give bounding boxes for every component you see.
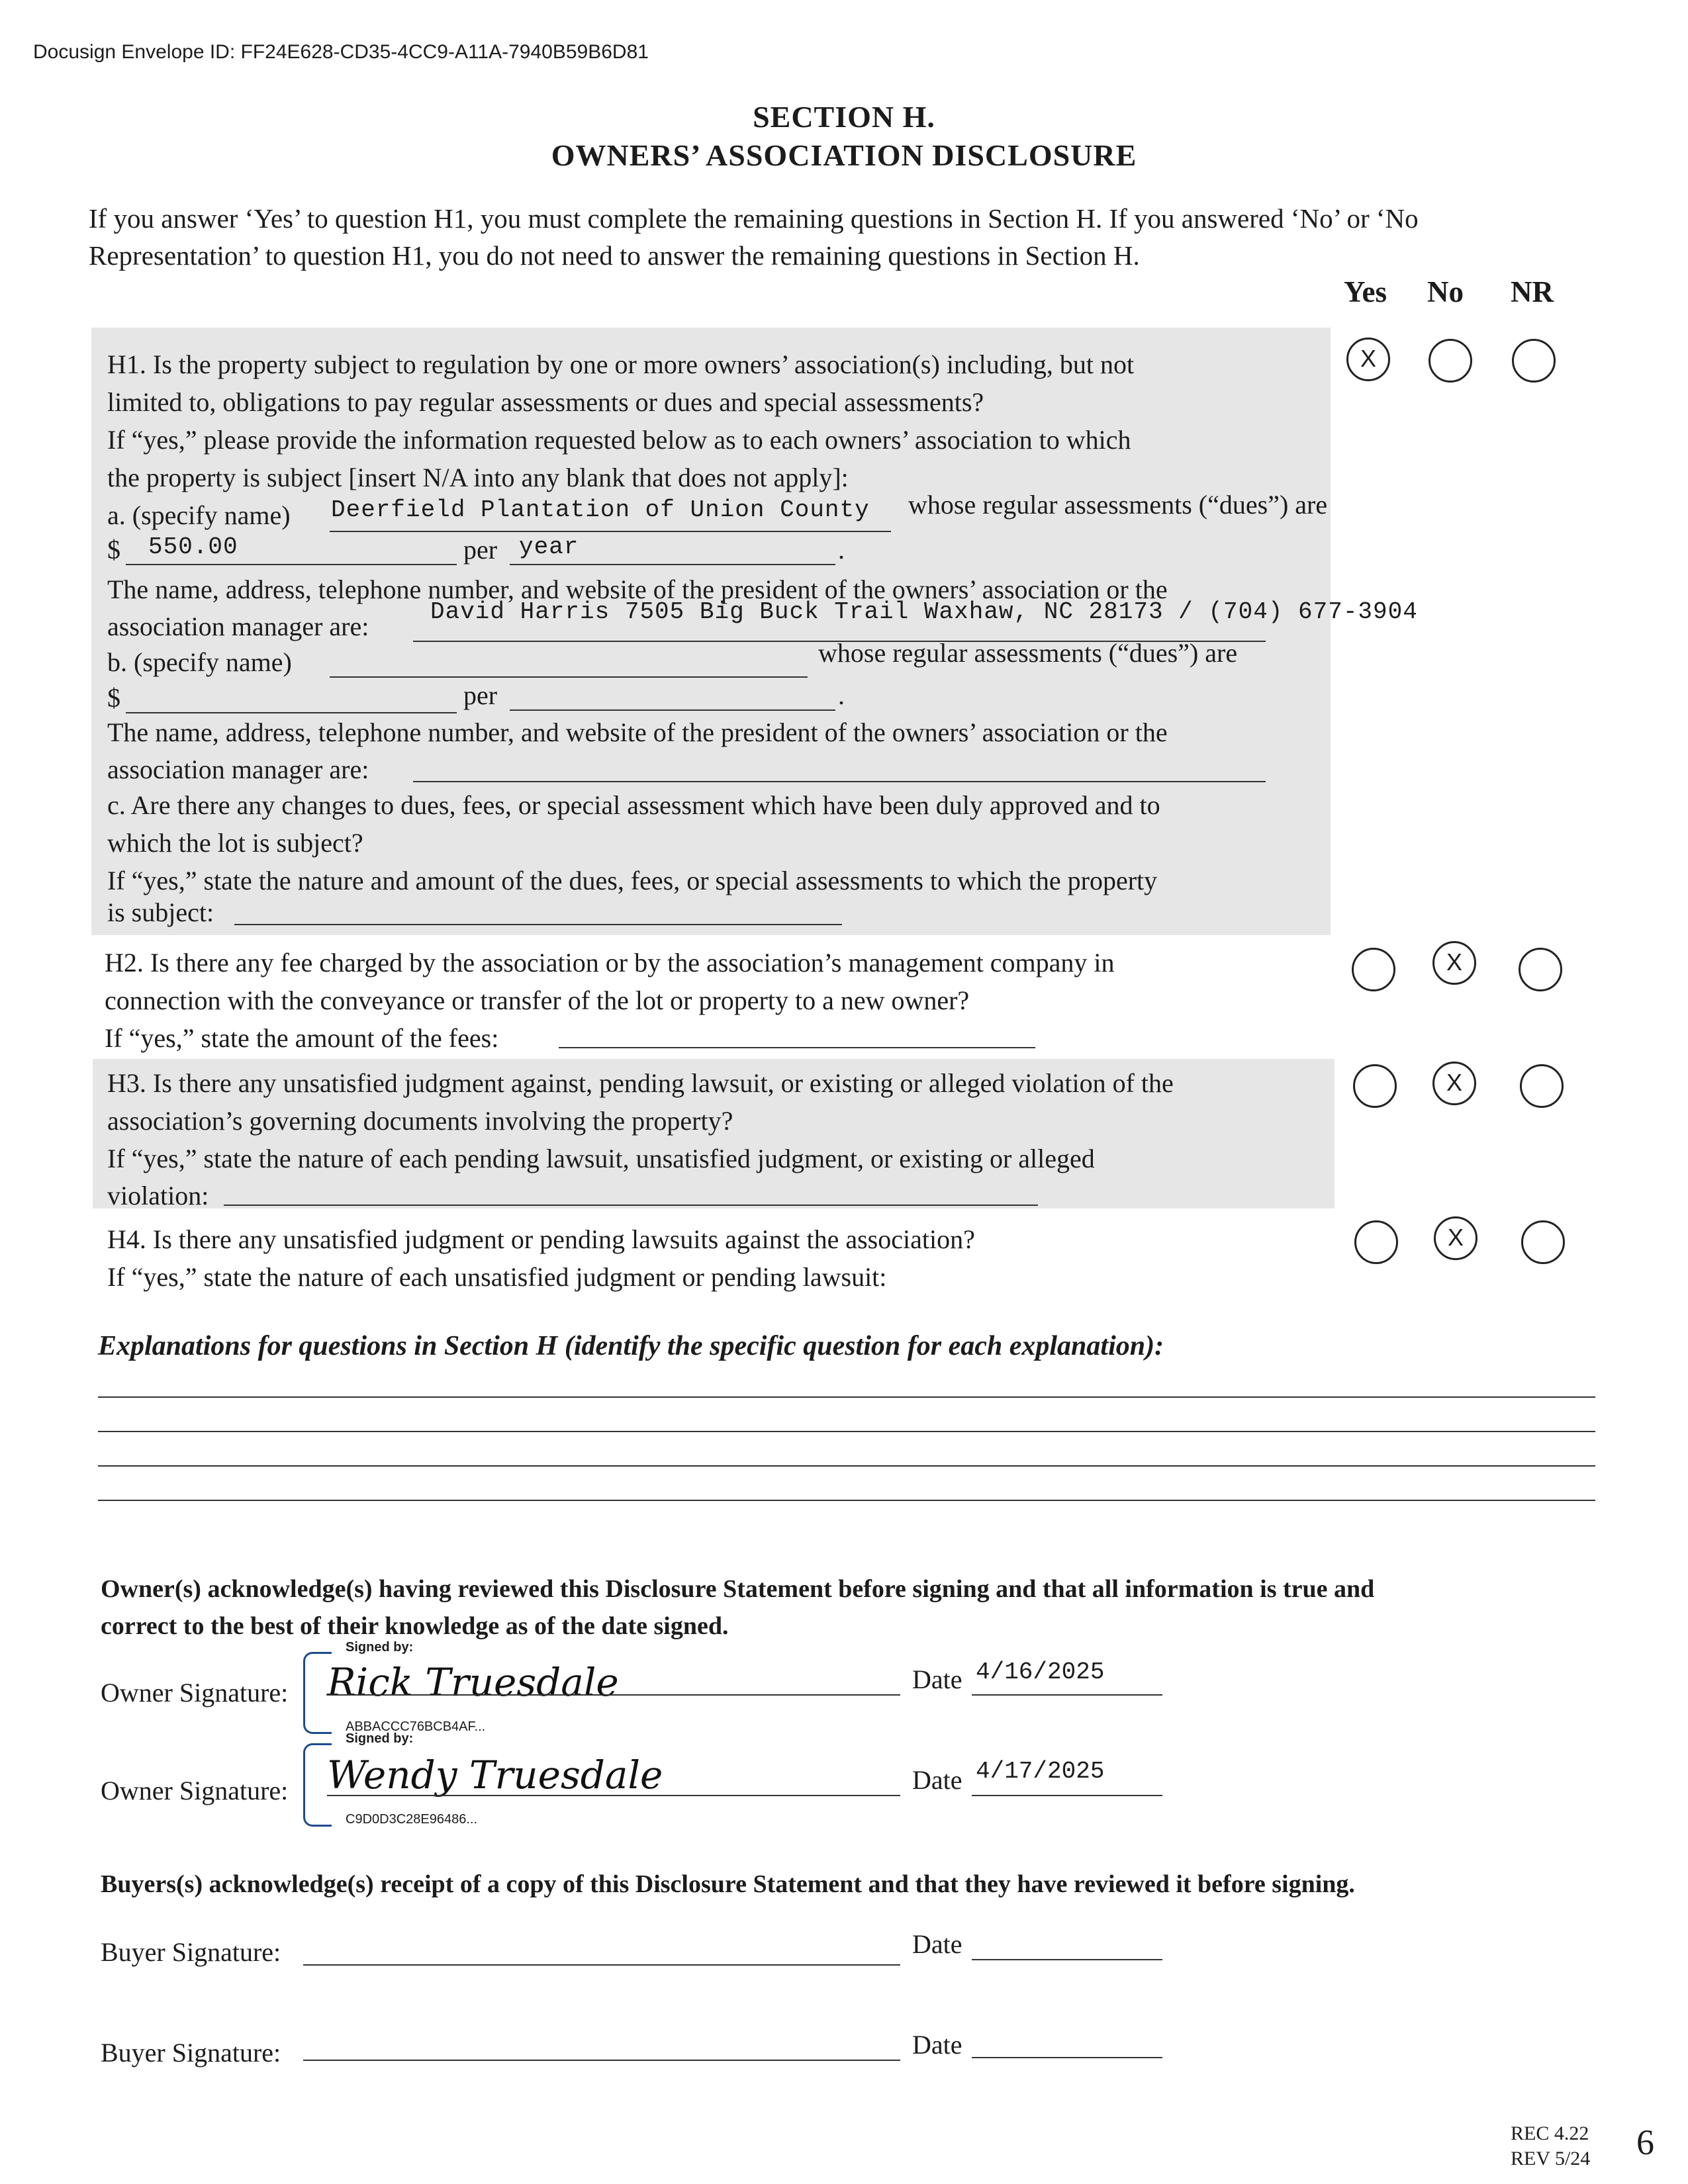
envelope-id: Docusign Envelope ID: FF24E628-CD35-4CC9-A11A-7940B59B6D81 bbox=[33, 41, 649, 63]
owner-ack-line2: correct to the best of their knowledge as of the date signed. bbox=[101, 1612, 729, 1640]
h1b-president-label: The name, address, telephone number, and website of the president of the owners’ association or the bbox=[107, 717, 1168, 747]
h4-instructions: If “yes,” state the nature of each unsatisfied judgment or pending lawsuit: bbox=[107, 1262, 887, 1292]
signed-by-label-1: Signed by: bbox=[346, 1640, 414, 1655]
h1a-period-end: . bbox=[838, 535, 845, 565]
h1-no-radio[interactable] bbox=[1429, 339, 1472, 383]
h4-yes-radio[interactable] bbox=[1354, 1220, 1398, 1264]
owner-date-value-1: 4/16/2025 bbox=[976, 1659, 1105, 1686]
h1b-amount-field[interactable] bbox=[126, 679, 457, 713]
owner-signature-line-2[interactable] bbox=[327, 1768, 900, 1796]
h1a-per: per bbox=[463, 535, 498, 565]
h1b-label: b. (specify name) bbox=[107, 647, 292, 677]
h1c-question: c. Are there any changes to dues, fees, or special assessment which have been duly approved and to bbox=[107, 790, 1160, 820]
h3-question-line2: association’s governing documents involving the property? bbox=[107, 1106, 733, 1136]
h1-instructions-line2: the property is subject [insert N/A into any blank that does not apply]: bbox=[107, 463, 849, 492]
h1-nr-radio[interactable] bbox=[1512, 339, 1556, 383]
h1-question-line2: limited to, obligations to pay regular assessments or dues and special assessments? bbox=[107, 387, 984, 417]
col-yes-header: Yes bbox=[1344, 275, 1387, 308]
signature-id-2: C9D0D3C28E96486... bbox=[346, 1812, 478, 1827]
intro-line-2: Representation’ to question H1, you do not need to answer the remaining questions in Section H. bbox=[89, 240, 1140, 271]
h1c-instructions: If “yes,” state the nature and amount of the dues, fees, or special assessments to which the property bbox=[107, 866, 1158, 895]
h1a-dollar: $ bbox=[107, 535, 120, 565]
h3-violation-field[interactable] bbox=[224, 1171, 1038, 1206]
h1b-suffix: whose regular assessments (“dues”) are bbox=[818, 638, 1238, 668]
buyer-date-label-2: Date bbox=[912, 2030, 962, 2060]
section-subtitle: OWNERS’ ASSOCIATION DISCLOSURE bbox=[551, 138, 1137, 172]
h1a-label: a. (specify name) bbox=[107, 500, 291, 530]
buyer-signature-label-2: Buyer Signature: bbox=[101, 2038, 281, 2068]
h1b-per: per bbox=[463, 680, 498, 710]
owner-date-label-1: Date bbox=[912, 1664, 962, 1694]
h3-instructions: If “yes,” state the nature of each pending lawsuit, unsatisfied judgment, or existing or alleged bbox=[107, 1144, 1095, 1173]
h2-fees-field[interactable] bbox=[559, 1014, 1035, 1048]
h1a-period-value: year bbox=[519, 533, 579, 561]
h2-yes-radio[interactable] bbox=[1352, 948, 1395, 991]
h2-nr-radio[interactable] bbox=[1519, 948, 1562, 991]
buyer-date-field-1[interactable] bbox=[972, 1933, 1162, 1960]
h2-question: H2. Is there any fee charged by the association or by the association’s management company in bbox=[105, 948, 1115, 978]
h1a-manager-label: association manager are: bbox=[107, 612, 369, 641]
owner-date-value-2: 4/17/2025 bbox=[976, 1758, 1105, 1785]
section-title: SECTION H. bbox=[753, 100, 935, 134]
buyer-signature-line-2[interactable] bbox=[303, 2033, 900, 2061]
owner-signature-2: Wendy Truesdale bbox=[327, 1752, 663, 1797]
intro-line-1: If you answer ‘Yes’ to question H1, you must complete the remaining questions in Section H. If you answered ‘No’ or ‘No bbox=[89, 203, 1419, 234]
h1c-question-line2: which the lot is subject? bbox=[107, 828, 363, 858]
signed-by-label-2: Signed by: bbox=[346, 1731, 414, 1746]
h4-question: H4. Is there any unsatisfied judgment or pending lawsuits against the association? bbox=[107, 1224, 975, 1254]
h2-question-line2: connection with the conveyance or transfer of the lot or property to a new owner? bbox=[105, 985, 970, 1015]
explanation-line-1[interactable] bbox=[98, 1396, 1595, 1398]
signature-id-1: ABBACCC76BCB4AF... bbox=[346, 1719, 486, 1734]
h1a-suffix: whose regular assessments (“dues”) are bbox=[908, 490, 1328, 520]
h1b-period-end: . bbox=[838, 680, 845, 710]
buyer-date-label-1: Date bbox=[912, 1929, 962, 1959]
h2-fees-label: If “yes,” state the amount of the fees: bbox=[105, 1023, 499, 1053]
page-number: 6 bbox=[1636, 2122, 1654, 2162]
h1b-name-field[interactable] bbox=[330, 643, 808, 678]
h3-yes-radio[interactable] bbox=[1353, 1064, 1397, 1108]
h1-yes-radio[interactable]: X bbox=[1346, 338, 1390, 381]
h1b-manager-field[interactable] bbox=[413, 748, 1266, 782]
owner-date-label-2: Date bbox=[912, 1765, 962, 1795]
h1b-period-field[interactable] bbox=[510, 676, 835, 711]
h4-nr-radio[interactable] bbox=[1521, 1220, 1565, 1264]
h1c-subject-label: is subject: bbox=[107, 897, 214, 927]
owner-signature-line-1[interactable] bbox=[327, 1668, 900, 1696]
h1-question: H1. Is the property subject to regulation by one or more owners’ association(s) including, but not bbox=[107, 349, 1135, 379]
h4-no-radio[interactable]: X bbox=[1434, 1216, 1477, 1260]
owner-signature-label-1: Owner Signature: bbox=[101, 1678, 289, 1707]
h1a-name-value: Deerfield Plantation of Union County bbox=[331, 496, 870, 523]
explanation-line-2[interactable] bbox=[98, 1431, 1595, 1432]
form-number: REC 4.22 bbox=[1511, 2122, 1589, 2144]
owner-signature-label-2: Owner Signature: bbox=[101, 1776, 289, 1805]
col-no-header: No bbox=[1427, 275, 1464, 308]
h1b-manager-label: association manager are: bbox=[107, 754, 369, 784]
h1c-subject-field[interactable] bbox=[234, 891, 842, 925]
buyer-date-field-2[interactable] bbox=[972, 2030, 1162, 2058]
explanations-title: Explanations for questions in Section H (identify the specific question for each explanation): bbox=[98, 1331, 1164, 1361]
h3-question: H3. Is there any unsatisfied judgment against, pending lawsuit, or existing or alleged violation of the bbox=[107, 1068, 1174, 1098]
explanation-line-4[interactable] bbox=[98, 1500, 1595, 1501]
buyer-ack: Buyers(s) acknowledge(s) receipt of a copy of this Disclosure Statement and that they have reviewed it before signing. bbox=[101, 1870, 1355, 1898]
owner-signature-1: Rick Truesdale bbox=[327, 1660, 619, 1705]
owner-ack-line1: Owner(s) acknowledge(s) having reviewed this Disclosure Statement before signing and that all information is true and bbox=[101, 1575, 1375, 1603]
h3-nr-radio[interactable] bbox=[1520, 1064, 1564, 1108]
buyer-signature-line-1[interactable] bbox=[303, 1938, 900, 1966]
explanation-line-3[interactable] bbox=[98, 1465, 1595, 1467]
form-revision: REV 5/24 bbox=[1511, 2148, 1591, 2169]
h1-instructions: If “yes,” please provide the information requested below as to each owners’ association to which bbox=[107, 425, 1131, 455]
h1a-manager-value: David Harris 7505 Big Buck Trail Waxhaw, NC 28173 / (704) 677-3904 bbox=[430, 598, 1418, 625]
col-nr-header: NR bbox=[1511, 275, 1554, 308]
h1b-dollar: $ bbox=[107, 683, 120, 713]
h3-no-radio[interactable]: X bbox=[1432, 1062, 1476, 1105]
h3-violation-label: violation: bbox=[107, 1181, 209, 1210]
h1a-president-label: The name, address, telephone number, and website of the president of the owners’ association or the bbox=[107, 574, 1168, 604]
h2-no-radio[interactable]: X bbox=[1432, 941, 1476, 985]
buyer-signature-label-1: Buyer Signature: bbox=[101, 1937, 281, 1967]
h1a-amount-value: 550.00 bbox=[148, 533, 238, 561]
